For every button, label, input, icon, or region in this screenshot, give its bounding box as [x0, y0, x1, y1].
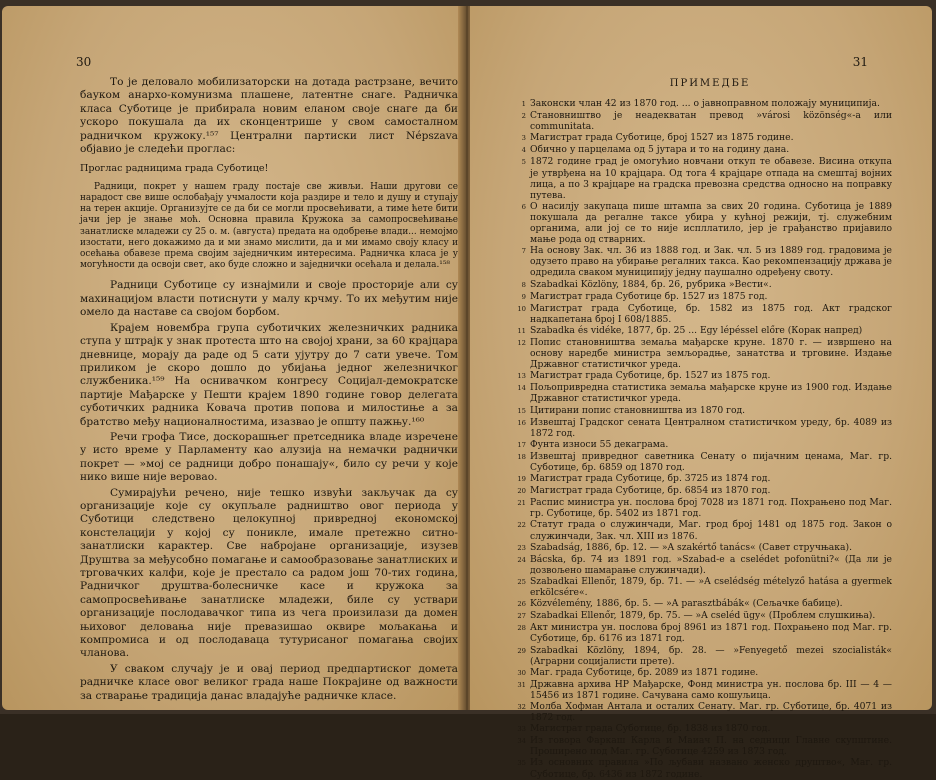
notes-list	[516, 98, 892, 780]
paragraph: Сумирајући речено, није тешко извући закључак да су организације које су окупљале радништво овог периода у Суботици следствено целокупној привредној економској констелацији у којој су поникле, имале претежно ситно-занатлиски карактер. Све набројане организације, изузев Друштва за међусобно помагање и самообразовање занатлиских и трговачких калфи, које је престало са радом још 70-тих година, Радничког друштва-болесничке касе и кружока за самопросвећивање занатлиске младежи, биле су уствари организације послодавачког типа из чега произилази да домен њиховог деловања није превазишао оквире мољакања и компромиса и од послодаваца тутурисаног помагања својих чланова.	[80, 486, 458, 660]
left-page	[2, 6, 464, 710]
footnote-number: 35	[517, 759, 526, 768]
footnote-item	[516, 473, 892, 485]
footnote-item	[516, 645, 892, 667]
footnote-number: 12	[517, 338, 526, 347]
footnote-number: 16	[517, 418, 526, 427]
footnote-number: 4	[521, 146, 526, 155]
footnote-item	[516, 735, 892, 757]
footnote-text: Szabadkai Közlöny, 1884, бр. 26, рубрика »Вести«.	[530, 278, 772, 290]
footnote-number: 31	[517, 680, 526, 689]
footnote-text: Магистрат града Суботице, број 1527 из 1875 године.	[530, 132, 794, 144]
footnote-text: Цитирани попис становништва из 1870 год.	[530, 404, 746, 416]
footnote-number: 3	[521, 134, 526, 143]
footnote-item	[516, 370, 892, 382]
footnote-item	[516, 325, 892, 337]
footnote-text: Статут града о служинчади, Маг. грод број 1481 од 1875 год. Закон о служинчади, Зак. чл. XIII из 1876.	[530, 519, 892, 542]
footnote-text: Државна архива НР Мађарске, Фонд министра ун. послова бр. III — 4 — 15456 из 1871 године. Сачувана само кошуљица.	[530, 678, 892, 701]
footnote-item	[516, 519, 892, 541]
footnote-number: 25	[517, 577, 526, 586]
footnote-number: 27	[517, 612, 526, 621]
footnote-text: Акт министра ун. послова број 8961 из 1871 год. Похрањено под Маг. гр. Суботице, бр. 6176 из 1871 год.	[530, 622, 892, 645]
footnote-item	[516, 757, 892, 779]
footnote-number: 11	[517, 326, 526, 335]
footnote-text: Фунта износи 55 декаграма.	[530, 438, 669, 450]
footnote-text: Маг. града Суботице, бр. 2089 из 1871 године.	[530, 666, 759, 678]
footnote-item	[516, 667, 892, 679]
footnote-item	[516, 405, 892, 417]
footnote-item	[516, 679, 892, 701]
footnote-text: Магистрат града Суботице, бр. 1582 из 1875 год. Акт градског надкапетана број I 608/1885.	[530, 302, 892, 325]
footnote-number: 34	[517, 737, 526, 746]
footnote-item	[516, 337, 892, 370]
footnote-number: 18	[517, 452, 526, 461]
footnote-number: 13	[517, 372, 526, 381]
footnote-item	[516, 98, 892, 110]
footnote-item	[516, 417, 892, 439]
footnote-number: 28	[517, 624, 526, 633]
footnote-number: 1	[521, 100, 526, 108]
footnote-item	[516, 279, 892, 291]
footnote-item	[516, 622, 892, 644]
paragraph: Речи грофа Тисе, доскорашњег претседника владе изречене у исто време у Парламенту као алузија на немачки раднички покрет — »мој се радници добро понашају«, било су речи у које нико више није веровао.	[80, 430, 458, 484]
footnote-text: Szabadkai Ellenőr, 1879, бр. 71. — »A cselédség mételyző hatása a gyermek erkölcsére«.	[530, 575, 892, 599]
footnote-text: Обично у парцелама од 5 јутара и то на годину дана.	[530, 144, 790, 156]
notes-title: ПРИМЕДБЕ	[669, 78, 751, 89]
footnote-number: 22	[517, 521, 526, 530]
footnote-item	[516, 485, 892, 497]
footnote-item	[516, 144, 892, 156]
footnote-text: Szabadkai Közlöny, 1894, бр. 28. — »Fenyegető mezei szocialisták« (Аграрни социјалисти прете).	[530, 644, 892, 667]
paragraph: Радници Суботице су изнајмили и своје просторије али су махинацијом власти потиснути у малу крчму. То их међутим није омело да наставе са својом борбом.	[80, 279, 458, 319]
footnote-item	[516, 303, 892, 325]
footnote-text: Магистрат града Суботице, бр. 3725 из 1874 год.	[530, 473, 771, 485]
footnote-text: Szabadkai Ellenőr, 1879, бр. 75. — »A cseléd ügy« (Проблем слушкиња).	[530, 610, 876, 622]
footnote-text: Магистрат града Суботице, бр. 1527 из 1875 год.	[530, 370, 771, 382]
footnote-item	[516, 598, 892, 610]
footnote-text: Извештај Градског сената Централном статистичком уреду, бр. 4089 из 1872 год.	[530, 416, 892, 439]
footnote-item	[516, 610, 892, 622]
footnote-item	[516, 576, 892, 598]
footnote-number: 14	[517, 384, 526, 393]
footnote-item	[516, 201, 892, 245]
paragraph: Крајем новембра група суботичких железничких радника ступа у штрајк у знак протеста што на својој храни, за 60 крајцара дневнице, морају да раде од 5 сати ујутру до 7 сати увече. Том приликом је скоро дошло до убијања једног железничког службеника.¹⁵⁹ На оснивачком конгресу Социјал-демократске партије Мађарске у Пешти крајем 1890 године говор делегата суботичких радника Ковача против попова и милостиње а за братство међу националностима, изазвао је општу пажњу.¹⁶⁰	[80, 321, 458, 428]
footnote-text: Молба Хофман Антала и осталих Сенату. Маг. гр. Суботице, бр. 4071 из 1872 год.	[530, 700, 892, 724]
footnote-item	[516, 723, 892, 735]
footnote-text: Szabadság, 1886, бр. 12. — »A szakértő tanács« (Савет стручњака).	[530, 541, 852, 553]
left-body-text	[80, 76, 458, 705]
footnote-text: Законски члан 42 из 1870 год. ... о јавноправном положају муниципија.	[530, 98, 880, 109]
footnote-text: Из говора Фаркаш Карла и Маиач П. на седници Главне скупштине. Проширено под Маг. гр. Суботице 4259 из 1873 год.	[530, 735, 892, 758]
footnote-number: 32	[517, 702, 526, 711]
footnote-text: Попис становништва земаља мађарске круне. 1870 г. — извршено на основу наредбе министра земљорадње, занатства и трговине. Издање Државног статистичког уреда.	[530, 336, 892, 371]
footnote-item	[516, 542, 892, 554]
footnote-number: 33	[517, 725, 526, 734]
footnote-number: 21	[517, 499, 526, 508]
footnote-number: 8	[521, 280, 526, 289]
footnote-text: Извештај привредног саветника Сенату о пијачним ценама, Маг. гр. Суботице, бр. 6859 од 1870 год.	[530, 450, 892, 473]
page-number: 30	[76, 55, 92, 69]
footnote-text: Магистрат града Суботице бр. 1527 из 1875 год.	[530, 290, 768, 302]
footnote-number: 10	[517, 304, 526, 313]
footnote-text: Становништво је неадекватан превод »városi közönség«-а или communitata.	[530, 110, 892, 133]
footnote-number: 6	[521, 202, 526, 211]
footnote-text: Распис министра ун. послова број 7028 из 1871 год. Похрањено под Маг. гр. Суботице, бр. 5402 из 1871 год.	[530, 497, 892, 520]
footnote-item	[516, 110, 892, 132]
footnote-item	[516, 554, 892, 576]
footnote-item	[516, 245, 892, 278]
page-number: 31	[852, 55, 868, 69]
footnote-number: 29	[517, 646, 526, 655]
footnote-text: 1872 године град је омогућио новчани откуп те обавезе. Висина откупа је утврђена на 10 крајцара. Од тога 4 крајцаре отпада на смештај војних лица, а по 3 крајцаре на градска превозна средства односно на поправку путева.	[530, 156, 892, 201]
proclamation-text: Радници, покрет у нашем граду постаје све живљи. Наши другови се нарадост све више ослобађају учмалости која раздире и тело и душу и ступају на терен акције. Организујте се да би се могли просвећивати, а тиме ћете бити јачи јер је знање моћ. Основна правила Кружока за самопросвећивање занатлиске младежи су 25 о. м. (августа) предата на одобрење влади... немојмо изостати, него докажимо да и ми знамо мислити, да и ми имамо своју класу и осећања обавезе према својим заједничким интересима. Радничка класа је у могућности да освоји свет, ако буде сложно и заједнички осећала и делала.¹⁵⁸	[80, 181, 458, 271]
footnote-item	[516, 291, 892, 303]
footnote-item	[516, 132, 892, 144]
footnote-number: 19	[517, 475, 526, 484]
footnote-number: 30	[517, 668, 526, 677]
footnote-number: 15	[517, 406, 526, 415]
footnote-number: 7	[521, 247, 526, 256]
footnote-number: 20	[517, 487, 526, 496]
footnote-item	[516, 497, 892, 519]
footnote-text: Bácska, бр. 74 из 1891 год. »Szabad-e a cselédet pofonütni?« (Да ли је дозвољено шамарање служинчади).	[530, 553, 892, 576]
footnote-text: Szabadka és vidéke, 1877, бр. 25 ... Egy lépéssel előre (Корак напред)	[530, 324, 863, 336]
footnote-number: 26	[517, 600, 526, 609]
footnote-text: Магистрат града Суботице, бр. 1838 из 1870 год.	[530, 723, 771, 735]
footnote-number: 23	[517, 543, 526, 552]
footnote-text: На основу Зак. чл. 36 из 1888 год. и Зак. чл. 5 из 1889 год. градовима је одузето право на убирање регалних такса. Као рекомпензацију држава је одредила сваком муниципију једну паушално одређену своту.	[530, 245, 892, 279]
footnote-number: 9	[521, 292, 526, 301]
right-page	[470, 6, 932, 780]
footnote-item	[516, 156, 892, 200]
footnote-item	[516, 451, 892, 473]
footnote-text: Közvélemény, 1886, бр. 5. — »A parasztbábák« (Сељачке бабице).	[530, 598, 843, 610]
footnote-number: 2	[521, 112, 526, 121]
footnote-number: 24	[517, 555, 526, 564]
paragraph: То је деловало мобилизаторски на дотада растрзане, вечито бауком анархо-комунизма плашене, латентне снаге. Радничка класа Суботице је прибирала новим еланом своје снаге да би ускоро покушала да их сконцентрише у свом самосталном радничком кружоку.¹⁵⁷ Централни партиски лист Népszava објавио је следећи проглас:	[80, 76, 458, 156]
footnote-text: Из основних правила »По љубави названо женско друштво«, Маг. гр. Суботице, бр. 6436 из 1872 године.	[530, 757, 892, 780]
footnote-text: Пољопривредна статистика земаља мађарске круне из 1900 год. Издање Државног статистичког уреда.	[530, 382, 892, 405]
proclamation-heading: Проглас радницима града Суботице!	[80, 163, 269, 175]
footnote-number: 5	[521, 158, 526, 167]
footnote-text: О насилју закупаца пише штампа за свих 20 година. Суботица је 1889 покушала да регалне таксе убира у кућној режији, тј. служебним органима, али јој се то није испллатило, јер је грађанство пријавило мање рода од стварних.	[530, 200, 892, 246]
footnote-item	[516, 701, 892, 723]
footnote-text: Магистрат града Суботице, бр. 6854 из 1870 год.	[530, 485, 771, 497]
footnote-number: 17	[517, 440, 526, 449]
paragraph: У сваком случају је и овај период предпартиског домета радничке класе овог великог града наше Покрајине од важности за стварање традиција данас владајуће радничке класе.	[80, 662, 458, 702]
footnote-item	[516, 382, 892, 404]
footnote-item	[516, 439, 892, 451]
